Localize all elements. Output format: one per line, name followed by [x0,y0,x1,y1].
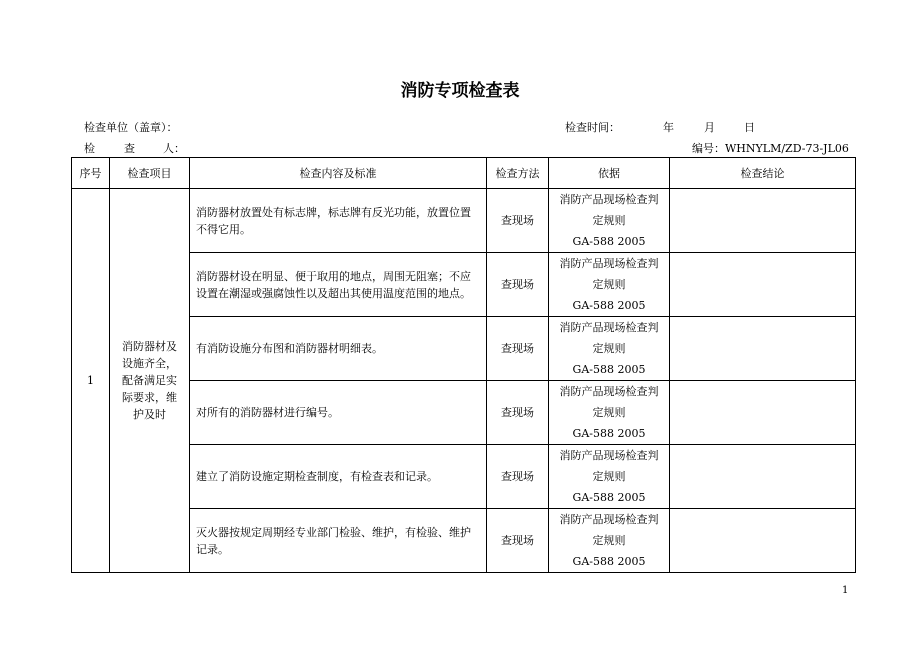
content-cell: 消防器材放置处有标志牌，标志牌有反光功能，放置位置不得它用。 [190,189,487,253]
table-row [72,189,856,253]
day-label: 日 [744,121,755,134]
header-basis: 依据 [549,158,670,189]
result-cell[interactable] [670,317,856,381]
inspection-unit-label: 检查单位（盖章）： [84,121,178,134]
item-cell: 消防器材及设施齐全，配备满足实际要求，维护及时 [110,189,190,573]
method-cell: 查现场 [487,445,549,509]
basis-line: 消防产品现场检查判 [559,193,659,206]
basis-line: 定规则 [592,534,626,547]
content-cell: 消防器材设在明显、便于取用的地点，周围无阻塞；不应设置在潮湿或强腐蚀性以及超出其使用温度范围的地点。 [190,253,487,317]
page-title: 消防专项检查表 [400,81,520,101]
basis-cell [549,253,670,317]
result-cell[interactable] [670,253,856,317]
basis-line: 消防产品现场检查判 [559,449,659,462]
result-cell[interactable] [670,381,856,445]
result-cell[interactable] [670,445,856,509]
header-method: 检查方法 [487,158,549,189]
basis-cell [549,509,670,573]
basis-cell [549,381,670,445]
basis-line: 定规则 [592,470,626,483]
header-item: 检查项目 [110,158,190,189]
inspector-char-1: 检 [84,142,95,155]
month-label: 月 [704,121,715,134]
result-cell[interactable] [670,509,856,573]
inspector-char-2: 查 [124,142,135,155]
basis-line: 消防产品现场检查判 [559,321,659,334]
content-cell: 灭火器按规定周期经专业部门检验、维护，有检验、维护记录。 [190,509,487,573]
basis-line: 定规则 [592,214,626,227]
header-result: 检查结论 [670,158,856,189]
content-cell: 对所有的消防器材进行编号。 [190,381,487,445]
table-row [72,445,856,509]
method-cell: 查现场 [487,509,549,573]
inspector-label: 人： [163,142,185,155]
result-cell[interactable] [670,189,856,253]
basis-cell [549,445,670,509]
method-cell: 查现场 [487,317,549,381]
year-label: 年 [663,121,674,134]
method-cell: 查现场 [487,189,549,253]
basis-line: 消防产品现场检查判 [559,385,659,398]
basis-line: 消防产品现场检查判 [559,257,659,270]
basis-line: 定规则 [592,342,626,355]
basis-line: GA-588 2005 [572,555,646,568]
table-row [72,253,856,317]
basis-cell [549,317,670,381]
inspection-time-label: 检查时间： [565,121,620,134]
table-row [72,509,856,573]
seq-cell: 1 [72,189,110,573]
basis-line: 定规则 [592,406,626,419]
basis-line: GA-588 2005 [572,363,646,376]
basis-line: GA-588 2005 [572,235,646,248]
page-number: 1 [842,585,849,596]
header-content: 检查内容及标准 [190,158,487,189]
content-cell: 建立了消防设施定期检查制度，有检查表和记录。 [190,445,487,509]
inspection-table [71,157,856,573]
basis-line: GA-588 2005 [572,427,646,440]
table-row [72,381,856,445]
form-code: 编号：WHNYLM/ZD-73-JL06 [692,142,849,155]
basis-line: GA-588 2005 [572,491,646,504]
method-cell: 查现场 [487,381,549,445]
content-cell: 有消防设施分布图和消防器材明细表。 [190,317,487,381]
header-seq: 序号 [72,158,110,189]
table-header-row [72,158,856,189]
basis-line: GA-588 2005 [572,299,646,312]
basis-line: 定规则 [592,278,626,291]
method-cell: 查现场 [487,253,549,317]
basis-line: 消防产品现场检查判 [559,513,659,526]
table-row [72,317,856,381]
basis-cell [549,189,670,253]
